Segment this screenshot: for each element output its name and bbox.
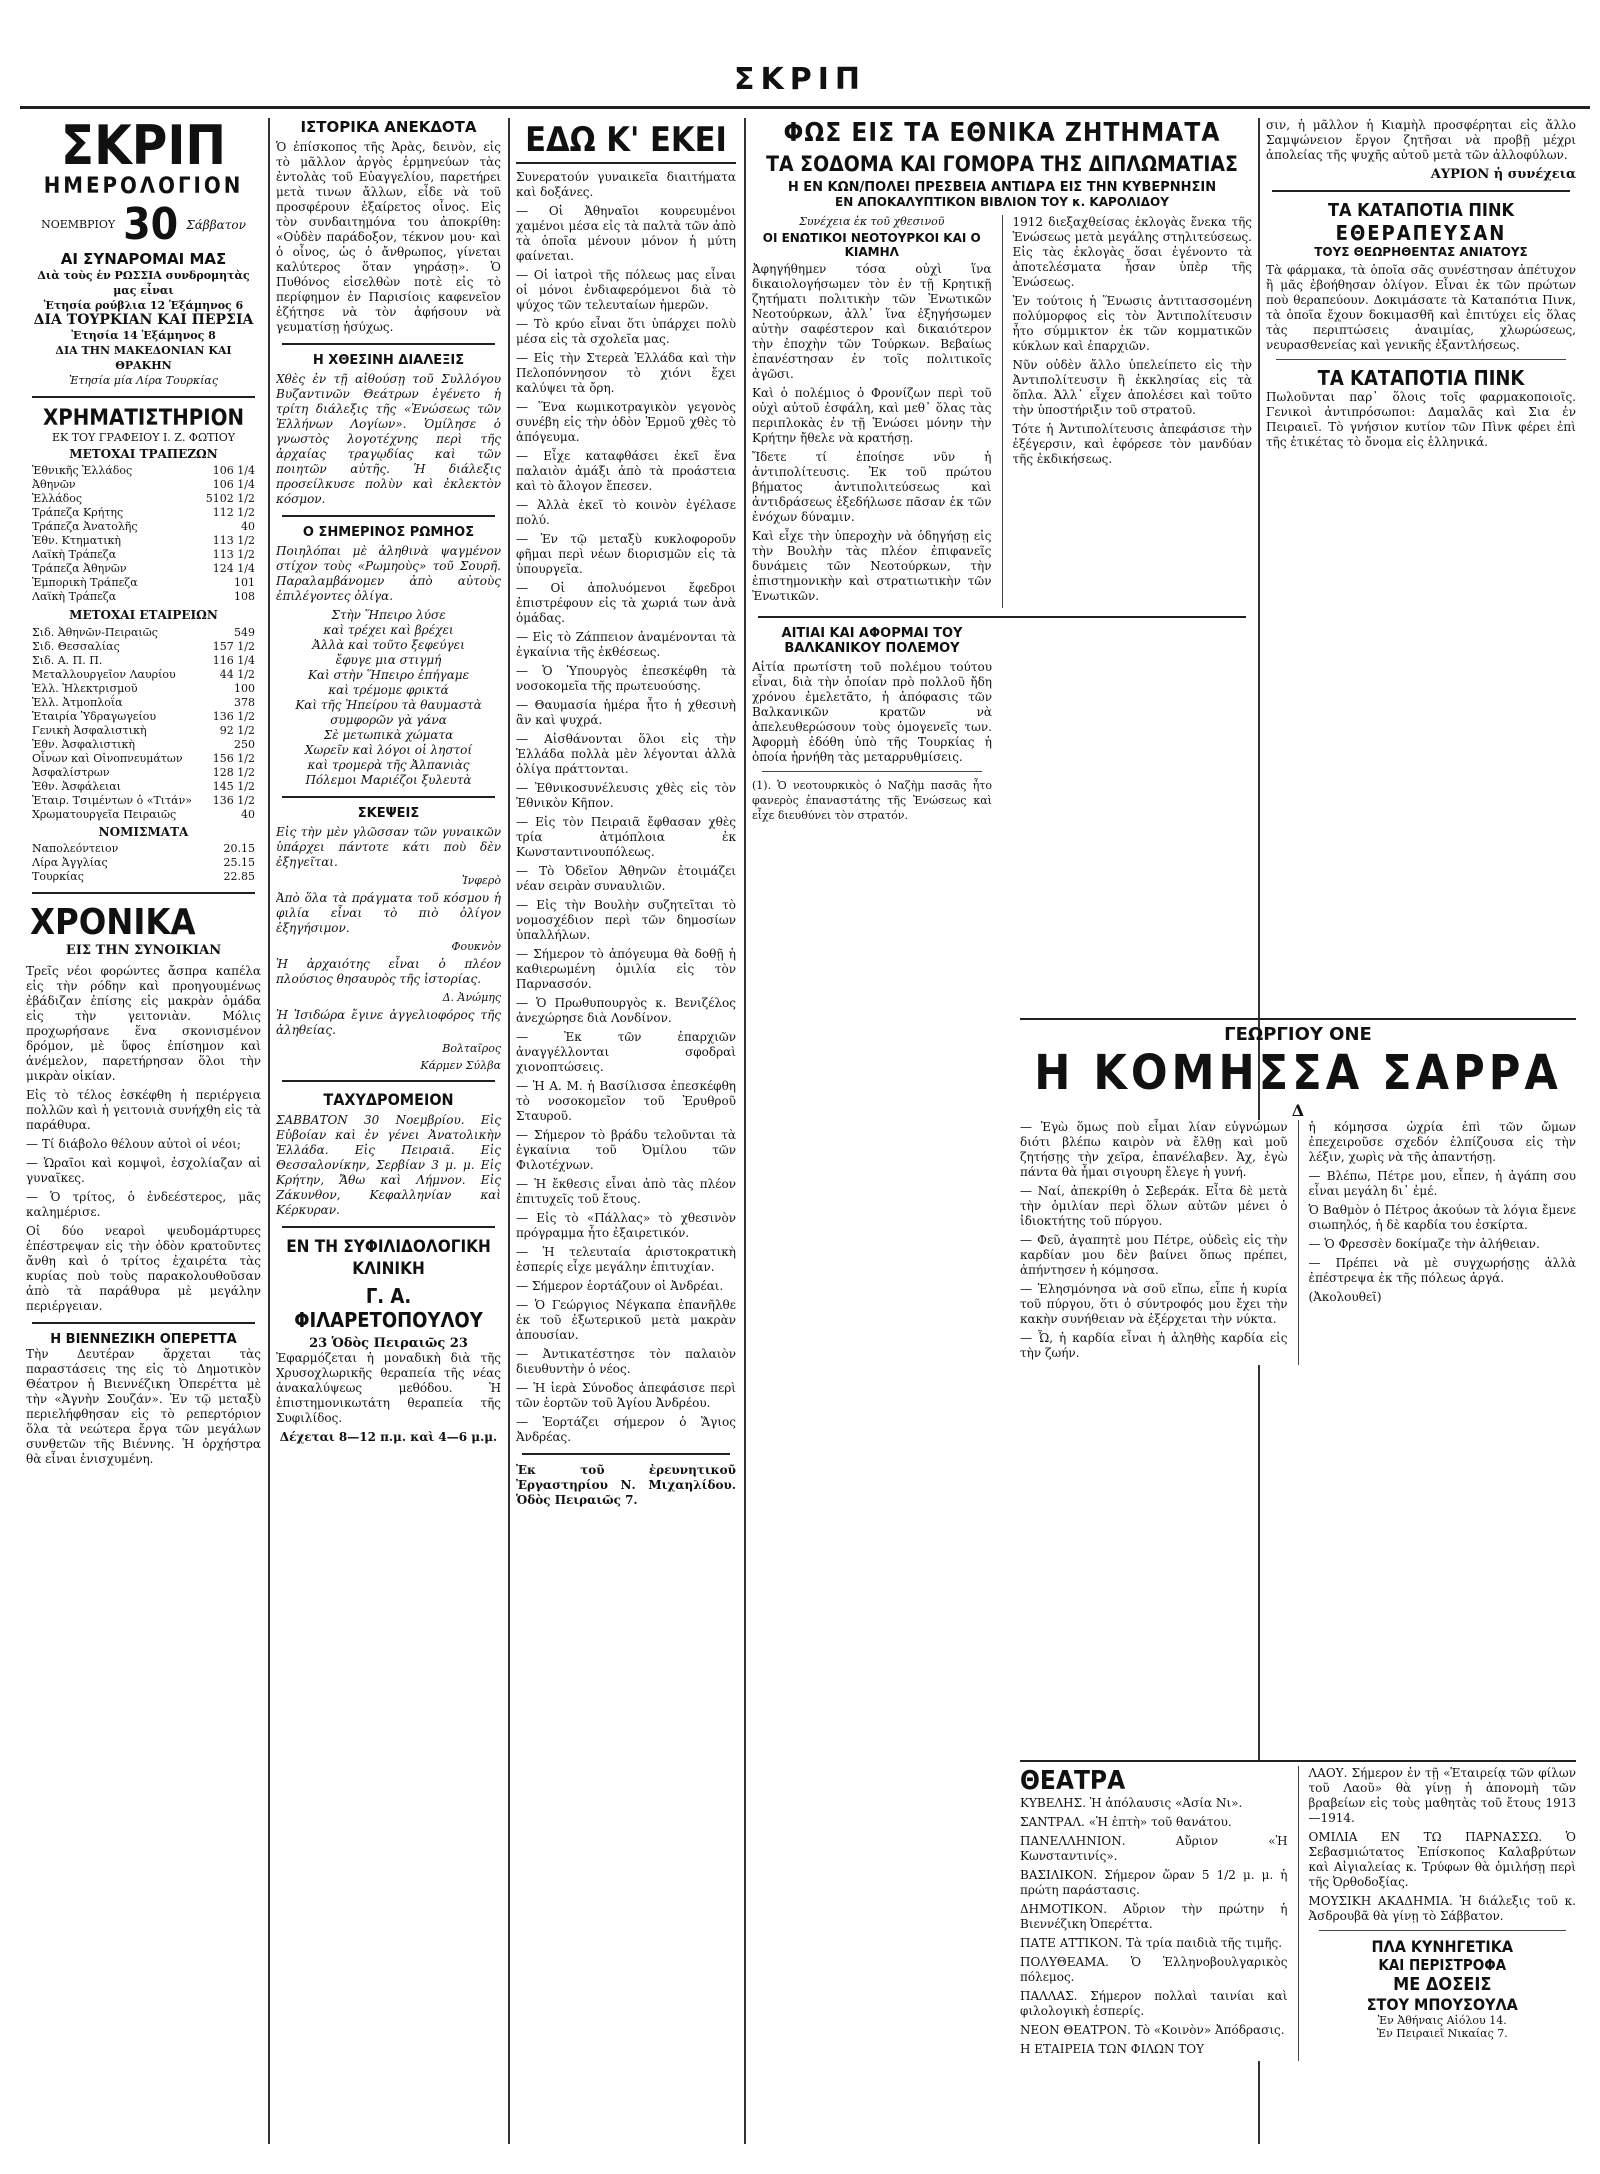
row-label: Ἀσφαλίστρων <box>32 766 110 779</box>
poem-line: καὶ τρέμομε φρικτά <box>328 683 449 697</box>
column-rule <box>744 118 746 2144</box>
table-row <box>26 696 261 710</box>
news-item: — Οἱ ἰατροὶ τῆς πόλεως μας εἶναι οἱ μόνοι ἐνδιαφερόμενοι διὰ τὸ ψύχος τῶν τελευταίων ἡμερῶν. <box>516 268 736 312</box>
row-value: 124 1/4 <box>212 562 255 575</box>
row-label: Ἐταιρ. Τσιμέντων ὁ «Τιτάν» <box>32 794 193 807</box>
anecdotes-text: Ὁ ἐπίσκοπος τῆς Ἀρὰς, δεινὸν, εἰς τὸ μᾶλλον ἀργὸς ἑρμηνεύων τὰς ἐντολὰς τοῦ Εὐαγγελίου, παρετήρει μετὰ τινων ἄλλων, εἶδε νὰ τοῦ προσφέρουν ἐξαίρετος οἶνος. Εἰς τὸν συνδαιτημόνα του ἀποκρίθη: «Οὐδὲν παράδοξον, τέκνον μου· καὶ ὁ οἶνος, ὡς ὁ ἄνθρωπος, γίνεται καλύτερος ὅταν γηράσῃ». Ὁ Πυθόνος εἰσελθὼν ποτὲ εἰς τὸ περίφημον ἐν Παρισίοις καφενεῖον ἐζήτησε νὰ τὸν ἀφήσουν νὰ γευματίσῃ ἡσύχως. <box>276 140 501 334</box>
thought: Ἡ ἀρχαιότης εἶναι ὁ πλέον πλούσιος θησαυρὸς τῆς ἱστορίας. <box>276 957 501 986</box>
novel-title: Η ΚΟΜΗΣΣΑ ΣΑΡΡΑ <box>1034 1045 1562 1101</box>
divider <box>762 771 982 772</box>
article-subtitle: ΤΑ ΣΟΔΟΜΑ ΚΑΙ ΓΟΜΟΡΑ ΤΗΣ ΔΙΠΛΩΜΑΤΙΑΣ <box>766 152 1238 176</box>
article-sub3: ΕΝ ΑΠΟΚΑΛΥΠΤΙΚΟΝ ΒΙΒΛΙΟΝ ΤΟΥ κ. ΚΑΡΟΛΙΔΟΥ <box>835 195 1169 209</box>
notice-line: Ἐτησία ρούβλια 12 Ἑξάμηνος 6 <box>43 299 244 312</box>
news-item: — Ὁ Ὑπουργὸς ἐπεσκέφθη τὰ νοσοκομεῖα τῆς πρωτευούσης. <box>516 664 736 693</box>
news-item: — Εἶχε καταφθάσει ἐκεῖ ἕνα παλαιὸν ἁμάξι ἀπὸ τὰ προάστεια καὶ τὸ ἄλογον ἔπεσεν. <box>516 449 736 493</box>
news-item: — Τὸ Ὀδεῖον Ἀθηνῶν ἐτοιμάζει νέαν σειρὰν συναυλιῶν. <box>516 864 736 893</box>
chronicle-title: ΧΡΟΝΙΚΑ <box>30 902 196 943</box>
row-label: Ἑλλ. Ἀτμοπλοΐα <box>32 696 123 709</box>
novel-col-right <box>1309 1120 1577 1365</box>
theatres-title: ΘΕΑΤΡΑ <box>1020 1766 1126 1796</box>
ad-sub: ΚΑΙ ΠΕΡΙΣΤΡΟΦΑ <box>1378 1956 1507 1974</box>
row-label: Λίρα Ἀγγλίας <box>32 856 108 869</box>
novel-paragraph: — Φεῦ, ἀγαπητὲ μου Πέτρε, οὐδεὶς εἰς τὴν καρδίαν μου δὲν βαίνει ὅπως πρέπει, ἀπήντησεν ἡ κόμησσα. <box>1020 1233 1288 1277</box>
table-row <box>26 464 261 478</box>
chronicle-paragraph: Οἱ δύο νεαροὶ ψευδομάρτυρες ἐπέστρεψαν εἰς τὴν ὁδὸν κρατοῦντες ἄνθη καὶ ὁ τρίτος ἐχαιρέτα τὰς κυρίας ποὺ τοὺς παρακολουθοῦσαν ἀπὸ τὰ παράθυρα μὲ μεγάλην περιέργειαν. <box>26 1224 261 1313</box>
news-item: — Οἱ ἀπολυόμενοι ἔφεδροι ἐπιστρέφουν εἰς τὰ χωριά των ἀνὰ ὁμάδας. <box>516 581 736 625</box>
table-row <box>26 506 261 520</box>
row-value: 128 1/2 <box>212 766 255 779</box>
row-label: Λαϊκὴ Τράπεζα <box>32 548 117 561</box>
theatre-item: ΠΟΛΥΘΕΑΜΑ. Ὁ Ἐλληνοβουλγαρικὸς πόλεμος. <box>1020 1955 1288 1984</box>
article-col-right <box>1013 215 1253 608</box>
row-value: 113 1/2 <box>212 548 255 561</box>
news-items <box>516 170 736 1445</box>
table-row <box>26 626 261 640</box>
novel-paragraph: — Πρέπει νὰ μὲ συγχωρήσῃς ἀλλὰ ἐπέστρεψα ἐκ τῆς πόλεως ἀργά. <box>1308 1256 1576 1285</box>
column-rule <box>508 118 510 2144</box>
poem-line: συμφορῶν γὰ γάνα <box>330 713 447 727</box>
date-month: ΝΟΕΜΒΡΙΟΥ <box>41 218 116 231</box>
news-item: — Ἀλλὰ ἐκεῖ τὸ κοινὸν ἐγέλασε πολύ. <box>516 498 736 527</box>
news-item: — Εἰς τὸν Πειραιᾶ ἔφθασαν χθὲς τρία ἀτμόπλοια ἐκ Κωνσταντινουπόλεως. <box>516 815 736 859</box>
article-section-title: ΟΙ ΕΝΩΤΙΚΟΙ ΝΕΟΤΟΥΡΚΟΙ ΚΑΙ Ο ΚΙΑΜΗΛ <box>762 231 981 259</box>
news-item: — Ἡ τελευταία ἀριστοκρατικὴ ἑσπερίς εἶχε μεγάλην ἐπιτυχίαν. <box>516 1245 736 1274</box>
table-row <box>26 766 261 780</box>
novel-paragraph: (Ἀκολουθεῖ) <box>1308 1290 1382 1304</box>
pills-text: Τὰ φάρμακα, τὰ ὁποῖα σᾶς συνέστησαν ἀπέτυχον ἢ μᾶς ἐβοήθησαν ὀλίγον. Εἶναι ἐκ τῶν πρώτων ποὺ θεραπεύουν. Δοκιμάσατε τὰ Καταπότια Πινκ, τὰ ὁποῖα ἔχουν δοκιμασθῆ καὶ ἐπιτύχει εἰς ὅλας τὰς περιπτώσεις ἀναιμίας, χλωρώσεως, νευρασθενείας καὶ γενικῆς ἐξαντλήσεως. <box>1266 263 1576 352</box>
date-weekday: Σάββατον <box>186 217 246 232</box>
header-title: ΣΚΡΙΠ <box>734 62 866 97</box>
news-item: — Εἰς τὸ «Πάλλας» τὸ χθεσινὸν πρόγραμμα ἦτο ἐξαιρετικόν. <box>516 1211 736 1240</box>
novel-paragraph: — Ναί, ἀπεκρίθη ὁ Σεβεράκ. Εἶτα δὲ μετὰ τὴν ὁμιλίαν περὶ ὅλων αὐτῶν μένει ὁ ἰδιοκτήτης τοῦ πύργου. <box>1020 1184 1288 1228</box>
article-paragraph: 1912 διεξαχθείσας ἐκλογὰς ἔνεκα τῆς Ἑνώσεως μετὰ μεγάλης στηλιτεύσεως. Εἰς τὰς ἐκλογὰς ὅσαι ἐγένοντο τὰ ἀποτελέσματα ἦσαν ὑπὲρ τῆς Ἑνώσεως. <box>1012 215 1252 289</box>
theatre-item: ΝΕΟΝ ΘΕΑΤΡΟΝ. Τὸ «Κοινὸν» Ἀπόδρασις. <box>1020 2023 1285 2037</box>
table-row <box>26 576 261 590</box>
notice-title: ΑΙ ΣΥΝΑΡΟΜΑΙ ΜΑΣ <box>60 250 227 268</box>
notice-line: Ἐτησία μία Λίρα Τουρκίας <box>68 374 219 387</box>
row-label: Ἑλλ. Ἠλεκτρισμοῦ <box>32 682 138 695</box>
poem-title: Ο ΣΗΜΕΡΙΝΟΣ ΡΩΜΗΟΣ <box>302 525 475 540</box>
row-value: 549 <box>234 626 255 639</box>
row-label: Ἑταιρία Ὑδραγωγείου <box>32 710 157 723</box>
row-label: Ἐμπορικὴ Τράπεζα <box>32 576 138 589</box>
table-row <box>26 870 261 884</box>
divider <box>282 515 495 517</box>
poem-line: Χωρεῖν καὶ λόγοι οἱ ληστοί <box>304 743 473 757</box>
row-value: 250 <box>234 738 255 751</box>
thought: Ἡ Ἰσιδώρα ἔγινε ἀγγελιοφόρος τῆς ἀληθείας. <box>276 1008 501 1037</box>
news-item: — Ἡ Α. Μ. ἡ Βασίλισσα ἐπεσκέφθη τὸ νοσοκομεῖον τοῦ Ἐρυθροῦ Σταυροῦ. <box>516 1079 736 1123</box>
news-item: — Ἀντικατέστησε τὸν παλαιὸν διευθυντὴν ὁ νέος. <box>516 1347 736 1376</box>
ad-address-1: Ἐν Ἀθήναις Αἰόλου 14. <box>1377 2014 1507 2027</box>
exchange-sub: ΕΚ ΤΟΥ ΓΡΑΦΕΙΟΥ Ι. Ζ. ΦΩΤΙΟΥ <box>51 431 236 444</box>
news-item: Συνερατούν γυναικεῖα διαιτήματα καὶ δοξάνες. <box>516 170 736 199</box>
article-title: ΦΩΣ ΕΙΣ ΤΑ ΕΘΝΙΚΑ ΖΗΤΗΜΑΤΑ <box>783 118 1221 148</box>
clinic-text: Ἐφαρμόζεται ἡ μοναδικὴ διὰ τῆς Χρυσοχλωρικῆς θεραπεία τῆς νέας ἀνακαλύψεως μεθόδου. Ἡ ἐπιστημονικωτάτη θεραπεία τῆς Συφιλίδος. <box>276 1351 501 1425</box>
news-item: — Ἐκ τῶν ἐπαρχιῶν ἀναγγέλλονται σφοδραὶ χιονοπτώσεις. <box>516 1030 736 1074</box>
news-item: — Ἡ ἔκθεσις εἶναι ἀπὸ τὰς πλέον ἐπιτυχεῖς τοῦ ἔτους. <box>516 1177 736 1206</box>
notice-line: ΔΙΑ ΤΟΥΡΚΙΑΝ ΚΑΙ ΠΕΡΣΙΑ <box>33 312 254 328</box>
post-title: ΤΑΧΥΔΡΟΜΕΙΟΝ <box>323 1090 454 1109</box>
divider <box>282 343 495 345</box>
pills-title-2: ΤΑ ΚΑΤΑΠΟΤΙΑ ΠΙΝΚ <box>1317 366 1525 390</box>
table-row <box>26 562 261 576</box>
divider <box>32 1322 255 1324</box>
page-header <box>0 0 1600 120</box>
divider <box>758 616 1246 618</box>
calendar-label: ΗΜΕΡΟΛΟΓΙΟΝ <box>43 174 244 199</box>
thought-author: Ἰνφερὸ <box>461 874 501 887</box>
row-value: 106 1/4 <box>212 464 255 477</box>
inner-rule <box>1002 215 1003 608</box>
date-block <box>26 199 261 250</box>
divider <box>1276 359 1566 360</box>
table-row <box>26 752 261 766</box>
novel-col-left <box>1020 1120 1288 1365</box>
thoughts-list <box>276 825 501 1072</box>
clinic-doctor: Γ. Α. ΦΙΛΑΡΕΤΟΠΟΥΛΟΥ <box>294 1284 483 1332</box>
row-label: Σιδ. Θεσσαλίας <box>32 640 120 653</box>
pills-title: ΤΑ ΚΑΤΑΠΟΤΙΑ ΠΙΝΚ <box>1327 200 1515 221</box>
row-value: 116 1/4 <box>212 654 255 667</box>
poem-line: καὶ τρέχει καὶ βρέχει <box>323 623 454 637</box>
news-item: — Εἰς τὴν Βουλὴν συζητεῖται τὸ νομοσχέδιον περὶ τῶν δημοσίων ὑπαλλήλων. <box>516 898 736 942</box>
theatres-section <box>1020 1760 1576 2061</box>
news-item: — Αἰσθάνονται ὅλοι εἰς τὴν Ἑλλάδα πολλὰ μὲν λέγονται ἀλλὰ ὀλίγα πράττονται. <box>516 732 736 776</box>
row-label: Τουρκίας <box>32 870 84 883</box>
poem-line: Ἀλλὰ καὶ τοῦτο ξεφεύγει <box>312 638 465 652</box>
poem-line: ἔφυγε μια στιγμή <box>335 653 442 667</box>
row-label: Οἶνων καὶ Οἰνοπνευμάτων <box>32 752 183 765</box>
divider <box>282 1080 495 1082</box>
currency-title: ΝΟΜΙΣΜΑΤΑ <box>98 825 189 839</box>
ad-address-2: Ἐν Πειραιεῖ Νικαίας 7. <box>1376 2027 1508 2040</box>
column-rule <box>268 118 270 2144</box>
column-1 <box>26 118 261 2154</box>
notice-line: Ἐτησία 14 Ἑξάμηνος 8 <box>71 329 216 342</box>
inner-rule <box>1298 1120 1299 1365</box>
war-text: Αἰτία πρωτίστη τοῦ πολέμου τούτου εἶναι, διὰ τὴν ὁποίαν πρὸ πολλοῦ ἤδη χρόνου ἐμελετᾶτο, ἡ ἀπόφασις τῶν Βαλκανικῶν κρατῶν νὰ ἀπελευθερώσουν τοὺς ὁμογενεῖς των. Ἀφορμὴ ἐδόθη ὑπὸ τῆς Τουρκίας ἡ ὁποία ἠρνήθη τὰς μεταρρυθμίσεις. <box>752 660 992 764</box>
table-row <box>26 548 261 562</box>
row-value: 156 1/2 <box>212 752 255 765</box>
poem-line: Πόλεμοι Μαριέζοι ξυλευτὰ <box>305 773 472 787</box>
row-value: 157 1/2 <box>212 640 255 653</box>
article-paragraph: Ἐν τούτοις ἡ Ἕνωσις ἀντιτασσομένη πολύμορφος εἰς τὸν Ἀντιπολίτευσιν ἦτο σύμμικτον ἐκ τῶν κομματικῶν κύκλων καὶ ἐπαρχιῶν. <box>1012 294 1252 353</box>
pills-sub1: ΕΘΕΡΑΠΕΥΣΑΝ <box>1335 221 1507 245</box>
table-row <box>26 738 261 752</box>
divider <box>32 396 255 398</box>
novel-paragraph: — Βλέπω, Πέτρε μου, εἶπεν, ἡ ἀγάπη σου εἶναι μεγάλη δι᾽ ἐμέ. <box>1308 1169 1576 1198</box>
theatre-item: ΠΑΛΛΑΣ. Σήμερον πολλαὶ ταινίαι καὶ φιλολογικὴ ἑσπερίς. <box>1020 1989 1288 2018</box>
divider <box>32 892 255 894</box>
exchange-title: ΧΡΗΜΑΤΙΣΤΗΡΙΟΝ <box>42 406 245 431</box>
article-paragraph: Ἀφηγήθημεν τόσα οὐχὶ ἵνα δικαιολογήσωμεν τὸν ἐν τῇ Κρητικῇ ζητήματι πολιτικὴν τῶν Ἐνωτικῶν Νεοτούρκων, ἀλλ᾽ ἵνα ἐξηγήσωμεν αὐτὴν σαφέστερον καὶ δικαιότερον τὴν ἐποχὴν τῶν Τούρκων. Βεβαίως ἐπανέστησαν ἐν τοῖς πολιτικοῖς ἀγῶσι. <box>752 262 992 381</box>
table-row <box>26 478 261 492</box>
news-item: — Ὁ Γεώργιος Νέγκαπα ἐπανῆλθε ἐκ τοῦ ἐξωτερικοῦ μετὰ μακρὰν ἀπουσίαν. <box>516 1298 736 1342</box>
article-text-right <box>1013 215 1253 467</box>
news-item: — Εἰς τὴν Στερεὰ Ἑλλάδα καὶ τὴν Πελοπόννησον τὸ χιόνι ἔχει καλύψει τὰ ὄρη. <box>516 351 736 395</box>
operetta-title: Η ΒΙΕΝΝΕΖΙΚΗ ΟΠΕΡΕΤΤΑ <box>50 1332 237 1347</box>
divider <box>1020 1018 1576 1020</box>
continued-label: ΑΥΡΙΟΝ ἡ συνέχεια <box>1430 167 1576 182</box>
theatre-item: ΣΑΝΤΡΑΛ. «Ἡ ἐπτὴ» τοῦ θανάτου. <box>1020 1815 1232 1829</box>
post-text: ΣΑΒΒΑΤΟΝ 30 Νοεμβρίου. Εἰς Εὐβοίαν καὶ ἐν γένει Ἀνατολικὴν Ἑλλάδα. Εἰς Πειραιᾶ. Εἰς Θεσσαλονίκην, Σερβίαν 3 μ. μ. Εἰς Κρήτην, Ἄθω καὶ Λήμνον. Εἰς Ζάκυνθον, Κεφαλληνίαν καὶ Κέρκυραν. <box>276 1113 501 1217</box>
poem-intro: Ποιηλόπαι μὲ ἀληθινὰ ψαγμένον στίχον τοὺς «Ρωμηοὺς» τοῦ Σουρῆ. Παραλαμβάνομεν ἀπὸ αὐτοὺς ἐπιλέγοντες ὀλίγα. <box>276 544 501 603</box>
thought-author: Κάρμεν Σύλβα <box>420 1059 501 1072</box>
row-value: 113 1/2 <box>212 534 255 547</box>
news-item: — Θαυμασία ἡμέρα ἦτο ἡ χθεσινὴ ἂν καὶ ψυχρά. <box>516 698 736 727</box>
novel-section <box>1020 1018 1576 1365</box>
banks-table <box>26 464 261 604</box>
news-item: — Σήμερον ἑορτάζουν οἱ Ἀνδρέαι. <box>516 1279 724 1293</box>
news-item: — Ἐν τῷ μεταξὺ κυκλοφοροῦν φῆμαι περὶ νέων διορισμῶν εἰς τὰ ὑπουργεῖα. <box>516 532 736 576</box>
poem-line: Σὲ μετωπικὰ χώματα <box>323 728 454 742</box>
divider <box>1020 1760 1576 1762</box>
poem-lines <box>276 608 501 788</box>
table-row <box>26 654 261 668</box>
poem-line: Καὶ τῆς Ἠπείρου τὰ θαυμαστὰ <box>295 698 482 712</box>
row-value: 378 <box>234 696 255 709</box>
continued-text: σιν, ἡ μᾶλλον ἡ Κιαμὴλ προσφέρηται εἰς ἄλλο Σαμψώνειον ἔργον ζητῆσαι νὰ προβῇ μέχρι ἀπολείας τῆς ψυχῆς αὐτοῦ μετὰ τῶν ἀλλοφύλων. <box>1266 118 1576 162</box>
lecture-text: Χθὲς ἐν τῇ αἰθούσῃ τοῦ Συλλόγου Βυζαντινῶν Θεάτρων ἐγένετο ἡ τρίτη διάλεξις τῆς «Ἑνώσεως τῶν Ἑλλήνων Λογίων». Ὁμίλησε ὁ γνωστὸς λογοτέχνης περὶ τῆς ἀρχαίας τραγῳδίας καὶ τῶν ποιητῶν αὐτῆς. Ἡ διάλεξις προσείλκυσε πολὺν καὶ ἐκλεκτὸν κόσμον. <box>276 372 501 506</box>
article-paragraph: Νῦν οὐδὲν ἄλλο ὑπελείπετο εἰς τὴν Ἀντιπολίτευσιν ἢ ἐκκλησίας εἰς τὰ ὅπλα. Ἀλλ᾽ εἶχεν ἀπολέσει καὶ τοῦτο τὴν ὑποστήριξιν τοῦ στρατοῦ. <box>1012 358 1252 417</box>
chronicle-paragraph: Εἰς τὸ τέλος ἐσκέφθη ἡ περιέργεια πολλῶν καὶ ἡ γειτονιὰ συνήχθη εἰς τὰ παράθυρα. <box>26 1088 261 1132</box>
table-row <box>26 640 261 654</box>
events-col <box>1309 1766 1577 2061</box>
theatre-item: ΒΑΣΙΛΙΚΟΝ. Σήμερον ὥραν 5 1/2 μ. μ. ἡ πρώτη παράστασις. <box>1020 1868 1288 1897</box>
news-item: — Σήμερον τὸ ἀπόγευμα θὰ δοθῇ ἡ καθιερωμένη ὁμιλία εἰς τὸν Παρνασσόν. <box>516 947 736 991</box>
row-label: Ἐθν. Κτηματικὴ <box>32 534 122 547</box>
news-item: — Εἰς τὸ Ζάππειον ἀναμένονται τὰ ἐγκαίνια τῆς ἐκθέσεως. <box>516 630 736 659</box>
row-value: 40 <box>241 808 255 821</box>
row-value: 5102 1/2 <box>205 492 255 505</box>
theatres-list <box>1020 1796 1288 2057</box>
divider <box>1272 190 1570 192</box>
chronicle-paragraph: — Ὁ τρίτος, ὁ ἐνδεέστερος, μᾶς καλημέρισε. <box>26 1190 261 1219</box>
row-value: 20.15 <box>223 842 255 855</box>
column-3 <box>516 118 736 2154</box>
novel-paragraph: ἡ κόμησσα ὠχρία ἐπὶ τῶν ὤμων ἐπεχειροῦσε σχεδόν ἐλπίζουσα εἰς τὴν λέξιν, χωρὶς νὰ τῆς ἀπαντήσῃ. <box>1308 1120 1576 1164</box>
lecture-title: Η ΧΘΕΣΙΝΗ ΔΙΑΛΕΞΙΣ <box>312 353 465 368</box>
theatre-item: ΚΥΒΕΛΗΣ. Ἡ ἀπόλαυσις «Ἀσία Νι». <box>1020 1796 1243 1810</box>
article-paragraph: Καὶ εἶχε τὴν ὑπεροχὴν νὰ ὁδηγήσῃ εἰς τὴν Βουλὴν τὰς πλέον ἐπιφανεῖς δυνάμεις τῶν Νεοτούρκων, τὴν ἐπιστημονικὴν καὶ στρατιωτικὴν τῶν Ἐνωτικῶν. <box>752 529 992 603</box>
row-label: Ἐθν. Ἀσφαλιστικὴ <box>32 738 135 751</box>
companies-table <box>26 626 261 822</box>
news-item: — Ὁ Πρωθυπουργὸς κ. Βενιζέλος ἀνεχώρησε διὰ Λονδίνον. <box>516 996 736 1025</box>
thought: Ἀπὸ ὅλα τὰ πράγματα τοῦ κόσμου ἡ φιλία εἶναι τὸ πιὸ ὀλίγον ἐξηγήσιμον. <box>276 891 501 935</box>
row-label: Μεταλλουργεῖον Λαυρίου <box>32 668 176 681</box>
novel-part: Δ <box>1291 1101 1305 1120</box>
poem-line: καὶ τρομερὰ τῆς Ἀλπανιὰς <box>307 758 470 772</box>
row-value: 145 1/2 <box>212 780 255 793</box>
row-label: Ἑλλάδος <box>32 492 83 505</box>
row-value: 22.85 <box>223 870 255 883</box>
thought-author: Φουκνὸν <box>451 940 501 953</box>
novel-paragraph: Ὁ Βαθμὸν ὁ Πέτρος ἀκούων τὰ λόγια ἔμενε σιωπηλός, ἡ δὲ καρδία του ἐσκίρτα. <box>1308 1203 1576 1232</box>
thought-author: Δ. Ἀνώμης <box>442 991 501 1004</box>
row-label: Ἐθνικῆς Ἑλλάδος <box>32 464 133 477</box>
masthead: ΣΚΡΙΠ <box>60 118 227 177</box>
table-row <box>26 780 261 794</box>
novel-author: ΓΕΩΡΓΙΟΥ ΟΝΕ <box>1224 1024 1372 1045</box>
news-item: — Τὸ κρύο εἶναι ὅτι ὑπάρχει πολὺ μέσα εἰς τὰ σχολεῖα μας. <box>516 317 736 346</box>
divider <box>282 1226 495 1228</box>
article-intro: Συνέχεια ἐκ τοῦ χθεσινοῦ <box>799 215 945 228</box>
pills-sub2: ΤΟΥΣ ΘΕΩΡΗΘΕΝΤΑΣ ΑΝΙΑΤΟΥΣ <box>1314 245 1528 259</box>
section-title: ΕΔΩ Κ' ΕΚΕΙ <box>516 118 736 164</box>
thought-author: Βολταῖρος <box>442 1042 501 1055</box>
banks-title: ΜΕΤΟΧΑΙ ΤΡΑΠΕΖΩΝ <box>69 447 218 461</box>
poem-line: Στὴν Ἥπειρο λύσε <box>331 608 446 622</box>
thoughts-title: ΣΚΕΨΕΙΣ <box>357 806 420 821</box>
poem-line: Καὶ στὴν Ἥπειρο ἐπήγαμε <box>307 668 470 682</box>
row-label: Ναπολεόντειον <box>32 842 119 855</box>
table-row <box>26 794 261 808</box>
currency-table <box>26 842 261 884</box>
event-item: ΛΑΟΥ. Σήμερον ἐν τῇ «Ἑταιρείᾳ τῶν φίλων τοῦ Λαοῦ» θὰ γίνῃ ἡ ἀπονομὴ τῶν βραβείων εἰς τοὺς μαθητὰς τοῦ ἔτους 1913—1914. <box>1308 1766 1576 1825</box>
novel-paragraph: — Ἐλησμόνησα νὰ σοῦ εἴπω, εἶπε ἡ κυρία τοῦ πύργου, ὅτι ὁ σύντροφός μου ἔχει τὴν κακὴν συνήθειαν νὰ ἐξέρχεται τὴν νύκτα. <box>1020 1282 1288 1326</box>
table-row <box>26 724 261 738</box>
footnote: (1). Ὁ νεοτουρκικὸς ὁ Ναζὴμ πασᾶς ἦτο φανερὸς ἐπαναστάτης τῆς Ἑνώσεως καὶ εἶχε διευθύνει τὸν στρατόν. <box>752 779 992 822</box>
table-row <box>26 668 261 682</box>
theatre-item: Η ΕΤΑΙΡΕΙΑ ΤΩΝ ΦΙΛΩΝ ΤΟΥ <box>1020 2042 1205 2056</box>
table-row <box>26 534 261 548</box>
news-item: — Ἑορτάζει σήμερον ὁ Ἅγιος Ἀνδρέας. <box>516 1415 736 1444</box>
operetta-text: Τὴν Δευτέραν ἄρχεται τὰς παραστάσεις της εἰς τὸ Δημοτικὸν Θέατρον ἡ Βιεννέζικη Ὀπερέττα μὲ τὴν «Ἀγνὴν Σουζάν». Ἐν τῷ μεταξὺ περιελήφθησαν εἰς τὸ ρεπερτόριον ὅλα τὰ νεώτερα ἔργα τῶν μεγάλων συνθετῶν τῆς Βιέννης. Ἡ ὀρχήστρα θὰ εἶναι ἐνισχυμένη. <box>26 1347 261 1466</box>
row-value: 108 <box>234 590 255 603</box>
news-item: — Σήμερον τὸ βράδυ τελοῦνται τὰ ἐγκαίνια τοῦ Ὀμίλου τῶν Φιλοτέχνων. <box>516 1128 736 1172</box>
row-value: 40 <box>241 520 255 533</box>
header-rule <box>20 106 1590 109</box>
row-value: 25.15 <box>223 856 255 869</box>
row-label: Λαϊκὴ Τράπεζα <box>32 590 117 603</box>
theatres-body <box>1020 1766 1576 2061</box>
article-text-left <box>752 262 992 604</box>
table-row <box>26 856 261 870</box>
row-label: Τράπεζα Ἀθηνῶν <box>32 562 127 575</box>
war-section <box>752 626 992 823</box>
table-row <box>26 710 261 724</box>
row-label: Τράπεζα Κρήτης <box>32 506 124 519</box>
novel-paragraph: — Ὁ Φρεσσὲν δοκίμαζε τὴν ἀλήθειαν. <box>1308 1237 1540 1251</box>
table-row <box>26 842 261 856</box>
row-value: 136 1/2 <box>212 710 255 723</box>
pills-text-2: Πωλοῦνται παρ᾽ ὅλοις τοῖς φαρμακοποιοῖς. Γενικοὶ ἀντιπρόσωποι: Δαμαλᾶς καὶ Σια ἐν Πειραιεῖ. Τὸ γνήσιον κυτίον τῶν Πὶνκ φέρει ἐπὶ τῆς ἐτικέτας τὸ ὄνομα εἰς ἑλληνικά. <box>1266 390 1576 449</box>
column-2 <box>276 118 501 2154</box>
chronicle-text <box>26 964 261 1314</box>
clinic-hours: Δέχεται 8—12 π.μ. καὶ 4—6 μ.μ. <box>279 1430 498 1444</box>
notice-line: ΔΙΑ ΤΗΝ ΜΑΚΕΔΟΝΙΑΝ ΚΑΙ ΘΡΑΚΗΝ <box>55 344 232 372</box>
ad-sub2: ΜΕ ΔΟΣΕΙΣ <box>1393 1974 1492 1995</box>
theatre-item: ΔΗΜΟΤΙΚΟΝ. Αὔριον τὴν πρώτην ἡ Βιεννέζικη Ὀπερέττα. <box>1020 1902 1288 1931</box>
row-value: 106 1/4 <box>212 478 255 491</box>
row-value: 101 <box>234 576 255 589</box>
article-paragraph: Τότε ἡ Ἀντιπολίτευσις ἀπεφάσισε τὴν ἐξέγερσιν, καὶ ἐφόρεσε τὸν μανδύαν τῆς ἐκδικήσεως. <box>1012 422 1252 466</box>
news-item: — Ἐθνικοσυνέλευσις χθὲς εἰς τὸν Ἐθνικὸν Κῆπον. <box>516 781 736 810</box>
news-item: — Ἡ ἱερὰ Σύνοδος ἀπεφάσισε περὶ τῶν ἑορτῶν τοῦ Ἁγίου Ἀνδρέου. <box>516 1381 736 1410</box>
chronicle-paragraph: Τρεῖς νέοι φορώντες ἄσπρα καπέλα εἰς τὴν ρόδην καὶ προηγουμένως ἐβάδιζαν ἐπίσης εἰς μακρὰν ὁμάδα εἰς τὴν γειτονιὰν. Μόλις προχωρήσανε ἕνα σκονισμένον δρόμον, μὲ ὕφος ἐπίσημον καὶ ἀνέμελον, παρετήρησαν ὅλοι τὴν μικρὰν οἰκίαν. <box>26 964 261 1083</box>
theatres-col <box>1020 1766 1288 2061</box>
row-label: Ἐθν. Ἀσφάλειαι <box>32 780 121 793</box>
chronicle-paragraph: — Τί διάβολο θέλουν αὐτοὶ οἱ νέοι; <box>26 1137 241 1151</box>
events-list <box>1309 1766 1577 1924</box>
article-paragraph: Ἴδετε τί ἐποίησε νῦν ἡ ἀντιπολίτευσις. Ἐκ τοῦ πρώτου βήματος ἀντιπολιτεύσεως καὶ ἀντιδράσεως ἐξεδήλωσε πᾶσαν ἐκ τῶν ἐνόχων δύναμιν. <box>752 450 992 524</box>
article-sub2: Η ΕΝ ΚΩΝ/ΠΟΛΕΙ ΠΡΕΣΒΕΙΑ ΑΝΤΙΔΡΑ ΕΙΣ ΤΗΝ ΚΥΒΕΡΝΗΣΙΝ <box>787 180 1217 195</box>
row-label: Γενικὴ Ἀσφαλιστικὴ <box>32 724 147 737</box>
anecdotes-title: ΙΣΤΟΡΙΚΑ ΑΝΕΚΔΟΤΑ <box>300 118 477 136</box>
row-value: 112 1/2 <box>212 506 255 519</box>
row-value: 136 1/2 <box>212 794 255 807</box>
footer-ad: Ἐκ τοῦ ἐρευνητικοῦ Ἐργαστηρίου Ν. Μιχαηλίδου. Ὁδὸς Πειραιῶς 7. <box>516 1463 736 1507</box>
row-label: Χρωματουργεῖα Πειραιῶς <box>32 808 177 821</box>
theatre-item: ΠΑΝΕΛΛΗΝΙΟΝ. Αὔριον «Ἡ Κωνσταντινίς». <box>1020 1834 1288 1863</box>
row-label: Τράπεζα Ἀνατολῆς <box>32 520 138 533</box>
thought: Εἰς τὴν μὲν γλῶσσαν τῶν γυναικῶν ὑπάρχει πάντοτε κάτι ποὺ δὲν ἐξηγεῖται. <box>276 825 501 869</box>
article-paragraph: Καὶ ὁ πολέμιος ὁ Φρονίζων περὶ τοῦ οὐχὶ αὐτοῦ ἐσφάλη, καὶ μεθ᾽ ὅλας τὰς περιπλοκὰς ἐν τῇ Ἑνώσει μόνην τὴν Κρήτην ἤθελε νὰ κρατήσῃ. <box>752 386 992 445</box>
ad-title: ΠΛΑ ΚΥΝΗΓΕΤΙΚΑ <box>1371 1937 1513 1956</box>
table-row <box>26 590 261 604</box>
divider <box>282 796 495 798</box>
news-item: — Οἱ Ἀθηναῖοι κουρευμένοι χαμένοι μέσα εἰς τὰ παλτὰ τῶν ἀπὸ τὰ ὁποῖα μένουν μόνον ἡ μύτη φαίνεται. <box>516 204 736 263</box>
article-body <box>752 215 1252 608</box>
clinic-title: ΕΝ ΤΗ ΣΥΦΙΛΙΔΟΛΟΓΙΚΗ ΚΛΙΝΙΚΗ <box>286 1237 491 1279</box>
novel-body <box>1020 1120 1576 1365</box>
row-label: Ἀθηνῶν <box>32 478 76 491</box>
row-value: 92 1/2 <box>219 724 255 737</box>
date-day: 30 <box>123 199 179 250</box>
event-item: ΜΟΥΣΙΚΗ ΑΚΑΔΗΜΙΑ. Ἡ διάλεξις τοῦ κ. Ἀσδρουβᾶ θὰ γίνῃ τὸ Σάββατον. <box>1308 1894 1576 1923</box>
ad-shop: ΣΤΟΥ ΜΠΟΥΣΟΥΛΑ <box>1366 1995 1518 2014</box>
table-row <box>26 520 261 534</box>
divider <box>1319 1930 1567 1931</box>
novel-paragraph: — Ἐγὼ ὅμως ποὺ εἶμαι λίαν εὐγνώμων διότι βλέπω καιρὸν νὰ ἔλθῃ καὶ μοῦ ζητήσῃς τὴν χεῖρα, ἐπανέλαβεν. Ἀχ, ἐγὼ πάντα θὰ ἦμαι σιγουρη ἔλεγε ἡ γυνή. <box>1020 1120 1288 1179</box>
companies-title: ΜΕΤΟΧΑΙ ΕΤΑΙΡΕΙΩΝ <box>69 608 218 622</box>
war-title: ΑΙΤΙΑΙ ΚΑΙ ΑΦΟΡΜΑΙ ΤΟΥ ΒΑΛΚΑΝΙΚΟΥ ΠΟΛΕΜΟΥ <box>781 626 963 656</box>
row-label: Σιδ. Ἀθηνῶν-Πειραιῶς <box>32 626 158 639</box>
event-item: ΟΜΙΛΙΑ ΕΝ ΤΩ ΠΑΡΝΑΣΣΩ. Ὁ Σεβασμιώτατος Ἐπίσκοπος Καλαβρύτων καὶ Αἰγιαλείας κ. Τρύφων θὰ ὁμιλήσῃ περὶ τῆς Ὀρθοδοξίας. <box>1308 1830 1576 1889</box>
divider <box>522 1453 730 1455</box>
article-col-left <box>752 215 992 608</box>
novel-paragraph: — Ὦ, ἡ καρδία εἶναι ἡ ἀληθὴς καρδία εἰς τὴν ζωήν. <box>1020 1331 1288 1360</box>
theatre-item: ΠΑΤΕ ΑΤΤΙΚΟΝ. Τὰ τρία παιδιὰ τῆς τιμῆς. <box>1020 1936 1283 1950</box>
table-row <box>26 492 261 506</box>
clinic-address: 23 Ὁδὸς Πειραιῶς 23 <box>309 1336 468 1351</box>
row-label: Σιδ. Α. Π. Π. <box>32 654 103 667</box>
row-value: 44 1/2 <box>219 668 255 681</box>
row-value: 100 <box>234 682 255 695</box>
notice-block <box>26 268 261 388</box>
chronicle-paragraph: — Ὡραῖοι καὶ κομψοὶ, ἐσχολίαζαν αἱ γυναῖκες. <box>26 1156 261 1185</box>
chronicle-sub: ΕΙΣ ΤΗΝ ΣΥΝΟΙΚΙΑΝ <box>65 943 222 958</box>
table-row <box>26 808 261 822</box>
news-item: — Ἕνα κωμικοτραγικὸν γεγονὸς συνέβη εἰς τὴν ὁδὸν Ἑρμοῦ χθὲς τὸ ἀπόγευμα. <box>516 400 736 444</box>
inner-rule <box>1298 1766 1299 2061</box>
notice-line: Διὰ τοὺς ἐν ΡΩΣΣΙΑ συνδρομητὰς μας εἶναι <box>37 269 250 297</box>
table-row <box>26 682 261 696</box>
